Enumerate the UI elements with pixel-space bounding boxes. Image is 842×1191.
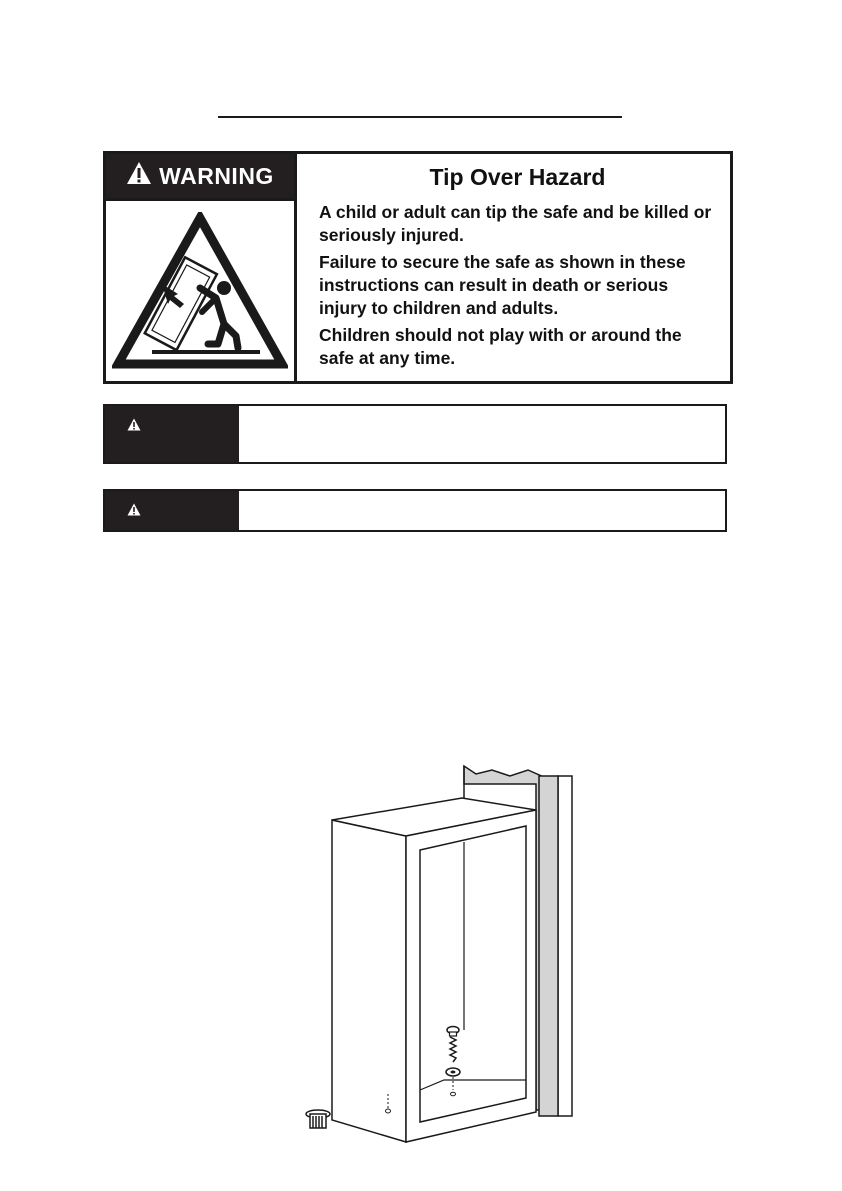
warning-triangle-icon [127, 418, 141, 434]
signal-box-body [239, 491, 725, 530]
signal-box-body [239, 406, 725, 462]
signal-box-tag [105, 406, 239, 462]
warning-paragraph: Children should not play with or around the safe at any time. [319, 325, 682, 368]
signal-box [103, 489, 727, 532]
signal-box-tag [105, 491, 239, 530]
warning-paragraph: Failure to secure the safe as shown in these instructions can result in death or serious injury to children and adults. [319, 252, 686, 318]
heading-underline [218, 116, 622, 118]
safe-anchoring-illustration [296, 760, 596, 1150]
warning-title: Tip Over Hazard [429, 164, 606, 190]
warning-paragraph: A child or adult can tip the safe and be killed or seriously injured. [319, 202, 712, 245]
signal-box [103, 404, 727, 464]
tip-over-pictogram [106, 201, 294, 381]
warning-triangle-icon [126, 161, 152, 191]
tip-over-warning-label [103, 151, 733, 384]
warning-signal-header [106, 154, 294, 201]
warning-label-left-panel [106, 154, 297, 381]
warning-triangle-icon [127, 503, 141, 519]
signal-word: WARNING [159, 162, 274, 189]
warning-label-text-panel [297, 154, 730, 381]
